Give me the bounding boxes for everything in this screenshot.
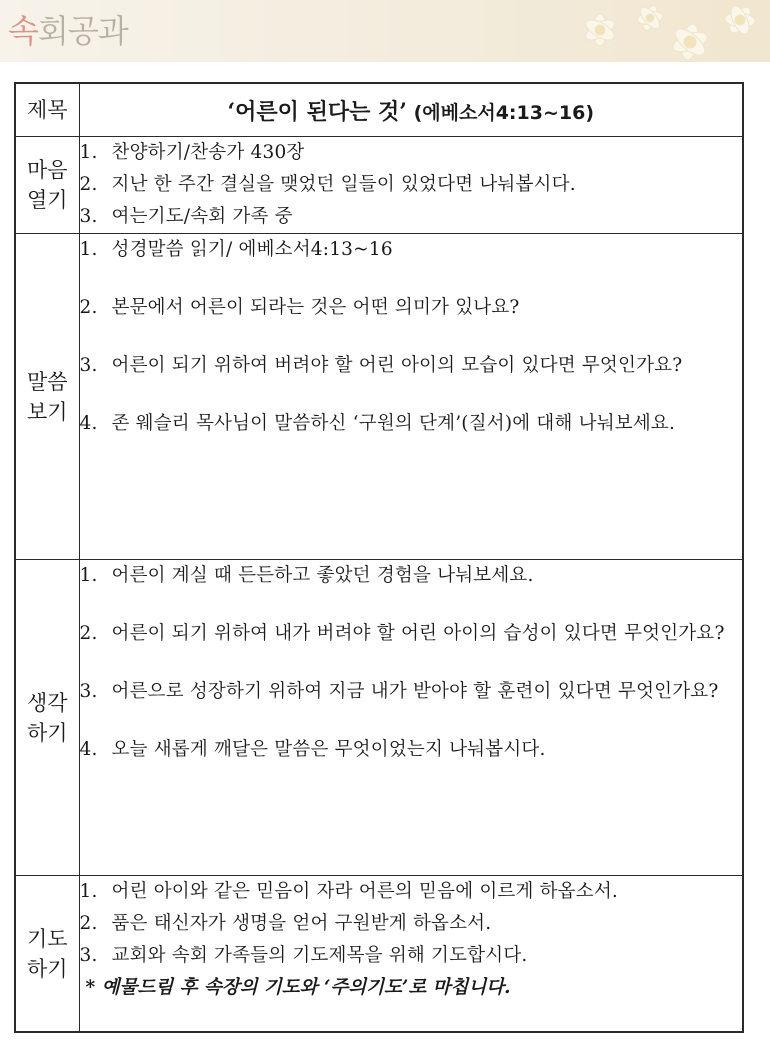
- section-content: [79, 560, 743, 876]
- item-number: 2.: [79, 913, 98, 934]
- flower-decoration-icon: [540, 0, 770, 62]
- list-item: [80, 201, 743, 233]
- title-label: 제목: [15, 83, 79, 137]
- item-number: 1.: [79, 142, 98, 163]
- list-item: [80, 137, 743, 169]
- header-banner: [0, 0, 770, 62]
- list-item: [80, 618, 743, 650]
- section-label-line: 보기: [26, 399, 68, 424]
- section-label-line: 하기: [26, 956, 68, 981]
- item-number: 1.: [79, 881, 98, 902]
- list-item: [80, 908, 743, 940]
- list-item: [80, 734, 743, 766]
- item-text: 어른으로 성장하기 위하여 지금 내가 받아야 할 훈련이 있다면 무엇인가요?: [111, 681, 719, 702]
- list-item: [80, 350, 743, 382]
- section-label-line: 하기: [26, 720, 68, 745]
- list-item: [80, 560, 743, 592]
- section-content: [79, 234, 743, 560]
- item-text: 지난 한 주간 결실을 맺었던 일들이 있었다면 나눠봅시다.: [111, 174, 576, 195]
- section-word: [15, 234, 743, 560]
- lesson-title: ‘어른이 된다는 것’: [227, 98, 407, 125]
- section-label-line: 마음: [26, 158, 68, 182]
- title-row: [15, 83, 743, 137]
- item-text: 존 웨슬리 목사님이 말씀하신 ‘구원의 단계’(질서)에 대해 나눠보세요.: [111, 413, 676, 434]
- item-number: 3.: [79, 206, 98, 227]
- section-label-line: 기도: [26, 926, 68, 951]
- item-text: 여는기도/속회 가족 중: [111, 206, 293, 227]
- item-number: 4.: [79, 739, 98, 760]
- list-item: [80, 234, 743, 266]
- title-cell: [79, 83, 743, 137]
- item-text: 성경말씀 읽기/ 에베소서4:13~16: [111, 239, 393, 260]
- item-number: 3.: [79, 681, 98, 702]
- list-item: [80, 940, 743, 972]
- item-number: 2.: [79, 623, 98, 644]
- section-label-line: 열기: [26, 188, 68, 212]
- section-think: [15, 560, 743, 876]
- section-label: [15, 560, 79, 876]
- item-text: 어른이 되기 위하여 버려야 할 어린 아이의 모습이 있다면 무엇인가요?: [111, 355, 683, 376]
- section-label-line: 말씀: [26, 369, 68, 394]
- item-text: 어른이 계실 때 든든하고 좋았던 경험을 나눠보세요.: [111, 565, 534, 586]
- item-text: 어른이 되기 위하여 내가 버려야 할 어린 아이의 습성이 있다면 무엇인가요?: [111, 623, 725, 644]
- list-item: [80, 676, 743, 708]
- brand-title: [8, 6, 128, 52]
- section-prayer: [15, 876, 743, 1033]
- section-label: [15, 876, 79, 1033]
- scripture-reference: (에베소서4:13~16): [413, 101, 594, 124]
- item-text: 교회와 속회 가족들의 기도제목을 위해 기도합시다.: [111, 945, 528, 966]
- section-label: [15, 234, 79, 560]
- list-item: [80, 408, 743, 440]
- section-content: [79, 137, 743, 234]
- item-number: 3.: [79, 355, 98, 376]
- brand-rest: 회공과: [37, 12, 128, 50]
- section-content: [79, 876, 743, 1033]
- item-text: 찬양하기/찬송가 430장: [111, 142, 305, 163]
- list-item: [80, 292, 743, 324]
- item-number: 2.: [79, 174, 98, 195]
- list-item: [80, 876, 743, 908]
- section-open: [15, 137, 743, 234]
- item-text: 본문에서 어른이 되라는 것은 어떤 의미가 있나요?: [111, 297, 520, 318]
- lesson-table: [14, 82, 744, 1033]
- list-item: [80, 169, 743, 201]
- item-text: 어린 아이와 같은 믿음이 자라 어른의 믿음에 이르게 하옵소서.: [111, 881, 619, 902]
- item-number: 2.: [79, 297, 98, 318]
- item-number: 4.: [79, 413, 98, 434]
- item-number: 3.: [79, 945, 98, 966]
- closing-note: * 예물드림 후 속장의 기도와 ‘주의기도’로 마칩니다.: [85, 977, 511, 998]
- item-text: 품은 태신자가 생명을 얻어 구원받게 하옵소서.: [111, 913, 492, 934]
- item-number: 1.: [79, 239, 98, 260]
- item-number: 1.: [79, 565, 98, 586]
- section-label: [15, 137, 79, 234]
- section-label-line: 생각: [26, 690, 68, 715]
- brand-first-char: 속: [8, 12, 38, 50]
- item-text: 오늘 새롭게 깨달은 말씀은 무엇이었는지 나눠봅시다.: [111, 739, 546, 760]
